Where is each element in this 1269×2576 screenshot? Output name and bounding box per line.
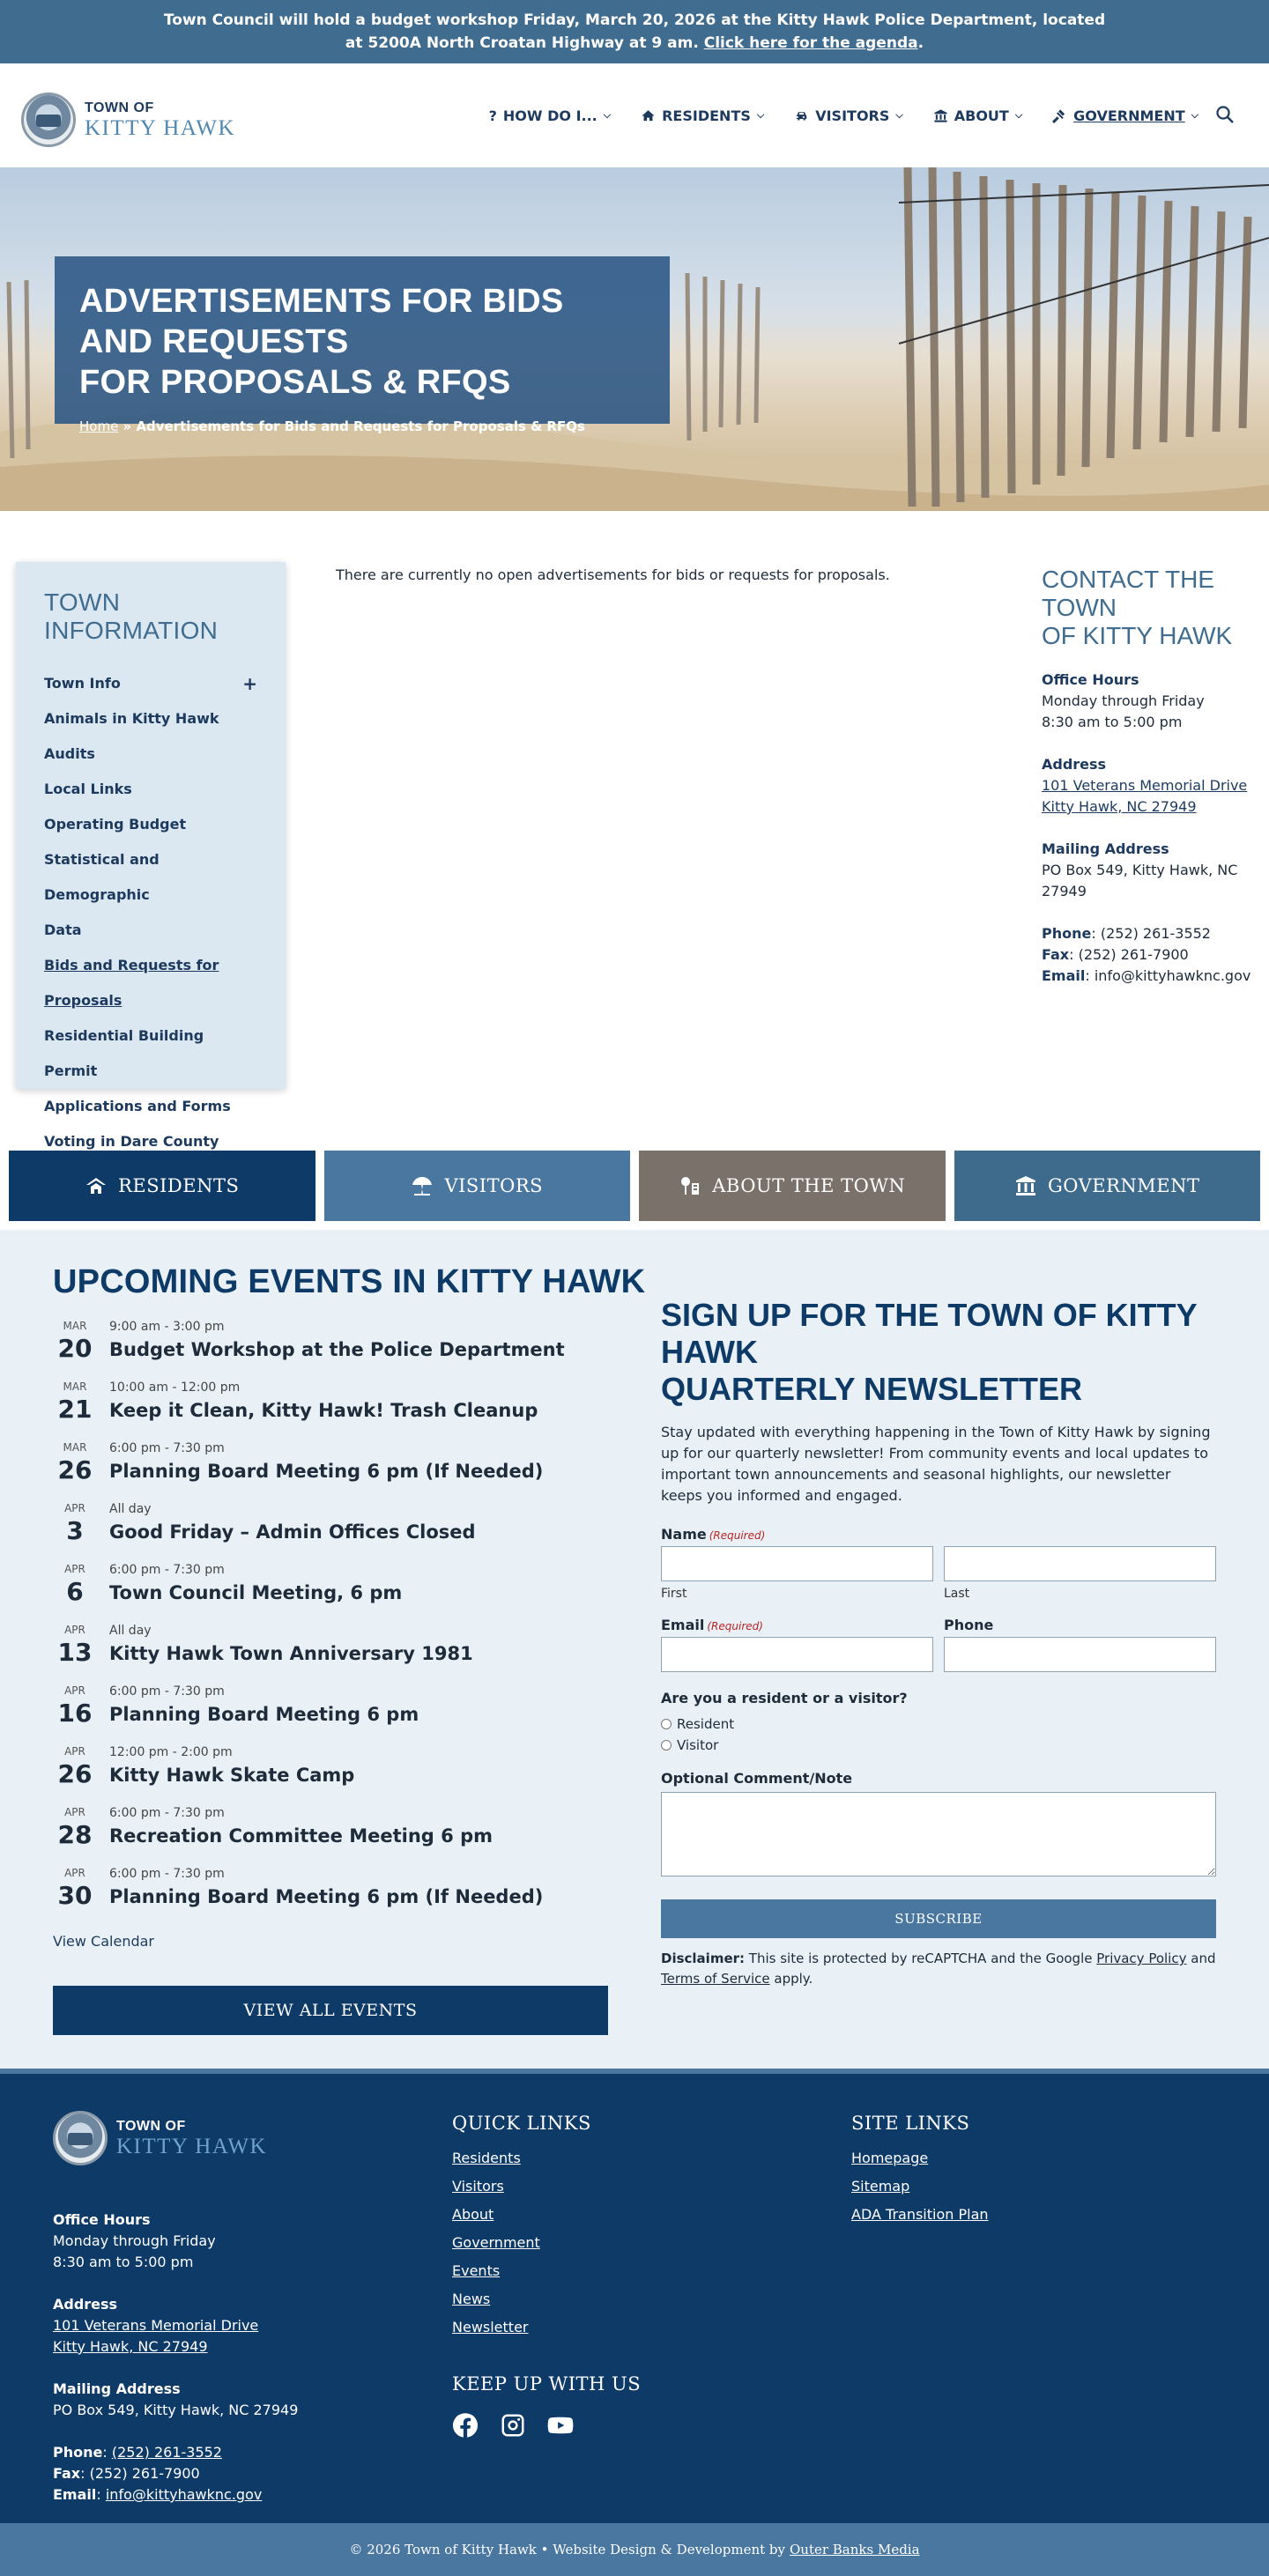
event-time: 9:00 am - 3:00 pm [109, 1320, 225, 1334]
copyright-text: © 2026 Town of Kitty Hawk • Website Design & Development by [349, 2542, 785, 2557]
page-title-line1: ADVERTISEMENTS FOR BIDS AND REQUESTS [79, 283, 564, 360]
event-time: All day [109, 1624, 152, 1638]
sidebar-item-statistical-data[interactable] [44, 842, 257, 948]
footer-link-government[interactable]: Government [452, 2234, 540, 2251]
alert-banner [0, 0, 1269, 63]
office-hours-days: Monday through Friday [1042, 692, 1205, 709]
facebook-icon[interactable] [452, 2412, 479, 2439]
nav-government[interactable] [1052, 107, 1198, 124]
contact-title [1042, 566, 1253, 650]
tile-label: VISITORS [444, 1175, 544, 1196]
event-item[interactable] [53, 1440, 582, 1500]
email-label: Email [661, 1617, 705, 1633]
alert-suffix: . [917, 34, 924, 52]
sidebar-item-animals[interactable]: Animals in Kitty Hawk [44, 710, 219, 727]
tile-label: ABOUT THE TOWN [712, 1175, 906, 1196]
no-bids-notice: There are currently no open advertisements for bids or requests for proposals. [336, 566, 890, 583]
logo-big-text: KITTY HAWK [85, 115, 236, 140]
event-item[interactable] [53, 1561, 582, 1622]
email-label: Email [1042, 967, 1086, 984]
footer-logo-small: TOWN OF [116, 2118, 186, 2134]
event-day: 26 [57, 1455, 93, 1484]
radio-circle-icon[interactable] [661, 1740, 672, 1751]
phone-label: Phone [1042, 925, 1092, 942]
event-title[interactable]: Good Friday – Admin Offices Closed [109, 1521, 476, 1543]
footer-address-line2: Kitty Hawk, NC 27949 [53, 2338, 208, 2355]
event-day: 21 [57, 1395, 93, 1424]
event-day: 30 [57, 1881, 93, 1910]
page-title [79, 281, 645, 403]
name-label: Name [661, 1526, 707, 1543]
event-item[interactable] [53, 1865, 582, 1926]
sidebar-item-building-permit[interactable]: Residential Building Permit [44, 1027, 204, 1079]
recaptcha-disclaimer [661, 1949, 1216, 1989]
breadcrumb-sep: » [118, 418, 137, 434]
event-time: 10:00 am - 12:00 pm [109, 1381, 241, 1395]
contact-panel: CONTACT THE TOWN OF KITTY HAWK Office Hours Monday through Friday 8:30 am to 5:00 pm Address 101 Veterans Memorial Drive Kitty Hawk, NC 27949 Mailing Address PO Box 549, Kitty Hawk, NC 27949 Phone: (252) 261-3552 Fax: (252) 261-7900 Email: info@kittyhawknc.gov [1042, 566, 1253, 987]
radio-visitor-label: Visitor [677, 1737, 719, 1753]
nav-label: GOVERNMENT [1073, 107, 1185, 124]
event-time: All day [109, 1502, 152, 1516]
event-month: APR [64, 1502, 85, 1514]
event-time: 6:00 pm - 7:30 pm [109, 1867, 225, 1881]
alert-text-line1: Town Council will hold a budget workshop Friday, March 20, 2026 at the Kitty Hawk Police Department, located [163, 11, 1106, 29]
page-title-line2: FOR PROPOSALS & RFQS [79, 364, 511, 401]
sidebar-item-operating-budget[interactable]: Operating Budget [44, 816, 187, 833]
event-time: 6:00 pm - 7:30 pm [109, 1563, 225, 1577]
footer-hours-label: Office Hours [53, 2211, 151, 2228]
copyright-bar [0, 2523, 1269, 2576]
event-time: 6:00 pm - 7:30 pm [109, 1441, 225, 1455]
newsletter-title [661, 1297, 1216, 1408]
car-icon [794, 108, 809, 123]
terms-of-service-link[interactable]: Terms of Service [661, 1971, 770, 1987]
address-line2: Kitty Hawk, NC 27949 [1042, 798, 1197, 815]
quick-links [452, 2113, 641, 2439]
event-day: 3 [66, 1516, 84, 1545]
footer-link-sitemap[interactable]: Sitemap [851, 2178, 910, 2195]
event-month: MAR [63, 1320, 87, 1332]
radio-resident[interactable] [661, 1714, 1216, 1735]
event-month: APR [64, 1806, 85, 1818]
footer-link-residents[interactable]: Residents [452, 2150, 521, 2166]
footer-fax-value: (252) 261-7900 [89, 2465, 200, 2482]
footer-logo-big: KITTY HAWK [116, 2134, 268, 2158]
footer-logo[interactable] [53, 2111, 267, 2165]
chevron-down-icon: ⌵ [895, 109, 903, 121]
event-item[interactable] [53, 1500, 582, 1561]
sidebar-item-audits[interactable]: Audits [44, 745, 95, 762]
tile-visitors[interactable] [324, 1151, 631, 1221]
sidebar-item-label: Bids and Requests for [44, 957, 219, 973]
footer-mailing-value: PO Box 549, Kitty Hawk, NC 27949 [53, 2402, 299, 2418]
question-icon: ? [488, 107, 497, 124]
footer-link-news[interactable]: News [452, 2291, 491, 2307]
event-day: 20 [57, 1334, 93, 1363]
youtube-icon[interactable] [547, 2412, 574, 2439]
agenda-link[interactable]: Click here for the agenda [703, 34, 918, 52]
breadcrumb [79, 418, 645, 434]
quick-tiles [9, 1151, 1260, 1221]
footer-phone-link[interactable]: (252) 261-3552 [111, 2444, 222, 2461]
site-footer [0, 2074, 1269, 2523]
sidebar-item-voting[interactable]: Voting in Dare County [44, 1133, 219, 1150]
event-time: 6:00 pm - 7:30 pm [109, 1806, 225, 1820]
event-title[interactable]: Kitty Hawk Town Anniversary 1981 [109, 1643, 473, 1664]
privacy-policy-link[interactable]: Privacy Policy [1096, 1951, 1187, 1966]
event-day: 28 [57, 1820, 93, 1849]
government-icon [1014, 1175, 1037, 1196]
contact-title-line2: OF KITTY HAWK [1042, 622, 1233, 649]
radio-circle-icon[interactable] [661, 1719, 672, 1729]
event-time: 6:00 pm - 7:30 pm [109, 1684, 225, 1699]
newsletter-title-line1: SIGN UP FOR THE TOWN OF KITTY HAWK [661, 1297, 1198, 1370]
home-icon [641, 108, 656, 123]
office-hours-label: Office Hours [1042, 671, 1139, 688]
event-month: APR [64, 1684, 85, 1697]
comment-label: Optional Comment/Note [661, 1770, 853, 1787]
event-month: MAR [63, 1441, 87, 1454]
events-title: UPCOMING EVENTS IN KITTY HAWK [53, 1263, 646, 1300]
last-name-input[interactable] [944, 1546, 1216, 1581]
footer-link-about[interactable]: About [452, 2206, 494, 2223]
event-title[interactable]: Planning Board Meeting 6 pm (If Needed) [109, 1886, 544, 1907]
event-title[interactable]: Keep it Clean, Kitty Hawk! Trash Cleanup [109, 1400, 538, 1421]
museum-icon [933, 108, 948, 123]
event-title[interactable]: Town Council Meeting, 6 pm [109, 1582, 403, 1603]
email-link[interactable]: info@kittyhawknc.gov [1094, 967, 1251, 984]
mailing-label: Mailing Address [1042, 840, 1169, 857]
contact-title-line1: CONTACT THE TOWN [1042, 566, 1215, 621]
disclaimer-bold: Disclaimer: [661, 1951, 746, 1966]
event-day: 26 [57, 1759, 93, 1788]
footer-link-newsletter[interactable]: Newsletter [452, 2319, 529, 2335]
fax-label: Fax [1042, 946, 1070, 963]
site-links-title: SITE LINKS [851, 2113, 970, 2134]
quick-links-title: QUICK LINKS [452, 2113, 591, 2134]
footer-mailing-label: Mailing Address [53, 2380, 181, 2397]
office-hours-time: 8:30 am to 5:00 pm [1042, 714, 1183, 730]
footer-address-label: Address [53, 2296, 118, 2313]
sidebar-item-label: Proposals [44, 992, 122, 1009]
event-day: 16 [57, 1699, 93, 1728]
chevron-down-icon: ⌵ [756, 109, 765, 121]
newsletter-description: Stay updated with everything happening in the Town of Kitty Hawk by signing up for our quarterly newsletter! From community events and local updates to important town announcements and seasonal highlights, our newsletter keeps you informed and engaged. [661, 1424, 1211, 1504]
event-item[interactable] [53, 1743, 582, 1804]
first-name-sublabel: First [661, 1587, 687, 1601]
footer-link-visitors[interactable]: Visitors [452, 2178, 504, 2195]
residents-icon [85, 1175, 108, 1196]
outer-banks-media-link[interactable]: Outer Banks Media [789, 2542, 920, 2557]
resident-visitor-question: Are you a resident or a visitor? [661, 1690, 908, 1706]
event-item[interactable] [53, 1318, 582, 1379]
tile-residents[interactable] [9, 1151, 315, 1221]
footer-fax-label: Fax [53, 2465, 81, 2482]
search-icon[interactable] [1214, 104, 1236, 125]
footer-address-link[interactable] [53, 2317, 258, 2355]
main-nav [489, 63, 1198, 167]
comment-textarea[interactable] [661, 1792, 1216, 1876]
footer-link-homepage[interactable]: Homepage [851, 2150, 929, 2166]
nav-label: HOW DO I... [502, 107, 597, 124]
event-month: APR [64, 1867, 85, 1879]
email-input[interactable] [661, 1637, 933, 1672]
chevron-down-icon: ⌵ [1191, 109, 1198, 121]
sidebar-item-label: Statistical and Demographic [44, 851, 160, 903]
view-all-events-button[interactable]: VIEW ALL EVENTS [53, 1986, 608, 2035]
sidebar-item-local-links[interactable]: Local Links [44, 781, 132, 797]
radio-visitor[interactable] [661, 1735, 1216, 1756]
instagram-icon[interactable] [500, 2412, 526, 2439]
event-item[interactable] [53, 1379, 582, 1440]
sidebar-item-applications-forms[interactable]: Applications and Forms [44, 1098, 231, 1114]
sidebar-item-town-info[interactable] [44, 666, 257, 701]
disclaimer-text: This site is protected by reCAPTCHA and the Google [745, 1951, 1097, 1966]
footer-link-ada-transition-plan[interactable]: ADA Transition Plan [851, 2206, 989, 2223]
fax-value: (252) 261-7900 [1078, 946, 1189, 963]
event-title[interactable]: Budget Workshop at the Police Department [109, 1339, 565, 1360]
footer-phone-label: Phone [53, 2444, 103, 2461]
mailing-line2: 27949 [1042, 883, 1087, 899]
sidebar-item-bids-proposals[interactable] [44, 948, 257, 1018]
footer-contact-info: Office Hours Monday through Friday 8:30 am to 5:00 pm Address 101 Veterans Memorial Drive Kitty Hawk, NC 27949 Mailing Address PO Box 549, Kitty Hawk, NC 27949 Phone: (252) 261-3552 Fax: (252) 261-7900 Email: info@kittyhawknc.gov [53, 2211, 299, 2503]
disclaimer-end: apply. [769, 1971, 813, 1987]
breadcrumb-current: Advertisements for Bids and Requests for Proposals & RFQs [136, 418, 585, 434]
logo-small-text: TOWN OF [85, 100, 154, 115]
social-title: KEEP UP WITH US [452, 2373, 642, 2395]
event-title[interactable]: Planning Board Meeting 6 pm (If Needed) [109, 1461, 544, 1482]
event-item[interactable] [53, 1683, 582, 1743]
footer-hours-time: 8:30 am to 5:00 pm [53, 2254, 194, 2270]
subscribe-button[interactable]: SUBSCRIBE [661, 1899, 1216, 1938]
newsletter-form [661, 1297, 1216, 1989]
sidebar-town-information [16, 562, 286, 1150]
event-day: 6 [66, 1577, 84, 1606]
umbrella-icon [411, 1175, 434, 1196]
nav-residents[interactable] [641, 107, 764, 124]
first-name-input[interactable] [661, 1546, 933, 1581]
event-month: APR [64, 1624, 85, 1636]
event-time: 12:00 pm - 2:00 pm [109, 1745, 233, 1759]
gavel-icon [1052, 108, 1067, 123]
nav-label: VISITORS [815, 107, 890, 124]
address-link[interactable] [1042, 777, 1247, 815]
disclaimer-and: and [1186, 1951, 1216, 1966]
sidebar-title: TOWN INFORMATION [44, 588, 219, 644]
site-header [0, 63, 1269, 167]
plus-icon[interactable]: + [242, 673, 257, 694]
nav-label: ABOUT [954, 107, 1009, 124]
phone-label: Phone [944, 1617, 994, 1633]
events-newsletter-section [0, 1230, 1269, 2074]
tile-label: GOVERNMENT [1047, 1175, 1200, 1196]
radio-resident-label: Resident [677, 1716, 735, 1732]
breadcrumb-home[interactable]: Home [79, 418, 119, 434]
tile-label: RESIDENTS [118, 1175, 240, 1196]
footer-address-line1: 101 Veterans Memorial Drive [53, 2317, 259, 2334]
address-label: Address [1042, 756, 1107, 773]
view-calendar-link[interactable]: View Calendar [53, 1933, 154, 1950]
tile-about-the-town[interactable] [639, 1151, 946, 1221]
footer-hours-days: Monday through Friday [53, 2232, 216, 2249]
town-seal-icon [53, 2111, 108, 2165]
event-item[interactable] [53, 1622, 582, 1683]
tile-government[interactable] [954, 1151, 1261, 1221]
required-marker: (Required) [709, 1529, 766, 1542]
last-name-sublabel: Last [944, 1587, 970, 1601]
nav-visitors[interactable] [794, 107, 903, 124]
alert-text-line2: at 5200A North Croatan Highway at 9 am. [345, 34, 699, 52]
event-month: APR [64, 1563, 85, 1575]
required-marker: (Required) [707, 1620, 763, 1632]
footer-email-label: Email [53, 2486, 97, 2503]
hero-banner [0, 167, 1269, 511]
chevron-down-icon: ⌵ [1014, 109, 1023, 121]
nav-how-do-i[interactable] [489, 107, 611, 124]
sidebar-item-label: Data [44, 922, 82, 938]
event-title[interactable]: Recreation Committee Meeting 6 pm [109, 1825, 493, 1847]
event-month: MAR [63, 1381, 87, 1393]
phone-link[interactable]: (252) 261-3552 [1100, 925, 1211, 942]
nav-about[interactable] [933, 107, 1022, 124]
event-day: 13 [57, 1638, 93, 1667]
address-line1: 101 Veterans Memorial Drive [1042, 777, 1248, 794]
event-title[interactable]: Kitty Hawk Skate Camp [109, 1765, 355, 1786]
nav-label: RESIDENTS [662, 107, 751, 124]
chevron-down-icon: ⌵ [603, 109, 612, 121]
hero-title-box [55, 256, 670, 434]
sidebar-item-label: Town Info [44, 675, 121, 692]
event-month: APR [64, 1745, 85, 1758]
footer-email-link[interactable]: info@kittyhawknc.gov [105, 2486, 263, 2503]
footer-link-events[interactable]: Events [452, 2262, 501, 2279]
mailing-line1: PO Box 549, Kitty Hawk, NC [1042, 862, 1238, 878]
tree-icon [679, 1175, 701, 1196]
site-logo[interactable] [21, 93, 235, 147]
phone-input[interactable] [944, 1637, 1216, 1672]
newsletter-title-line2: QUARTERLY NEWSLETTER [661, 1371, 1083, 1407]
town-seal-icon [21, 93, 76, 147]
event-item[interactable] [53, 1804, 582, 1865]
event-title[interactable]: Planning Board Meeting 6 pm [109, 1704, 419, 1725]
site-links [851, 2113, 989, 2229]
social-links [452, 2412, 641, 2439]
